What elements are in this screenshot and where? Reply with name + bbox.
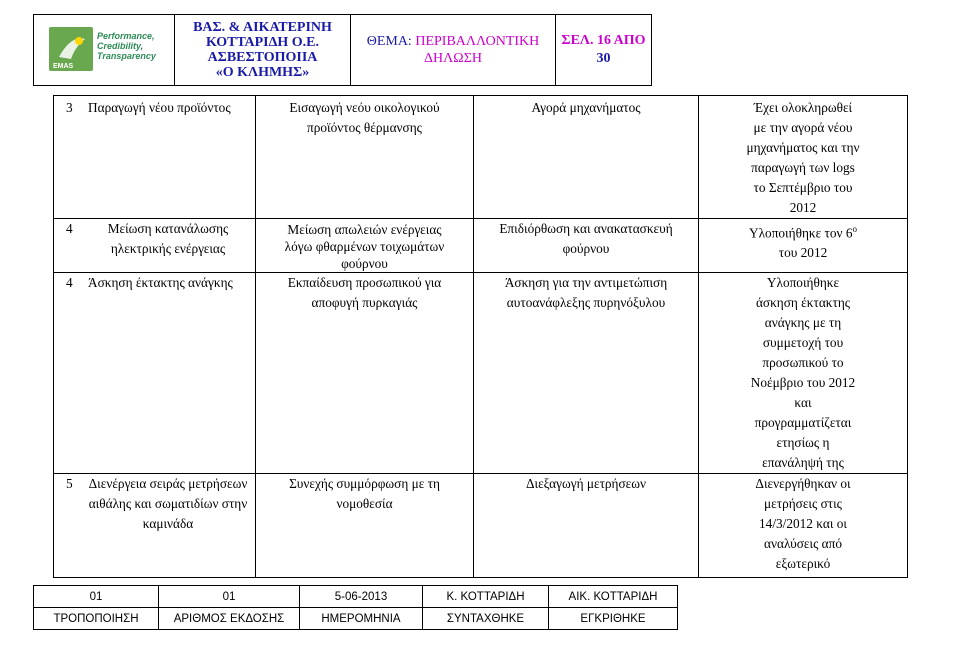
prepared-by-value: Κ. ΚΟΤΤΑΡΙΔΗ bbox=[423, 586, 549, 608]
issue-number-label: ΑΡΙΘΜΟΣ ΕΚΔΟΣΗΣ bbox=[159, 608, 300, 630]
revision-value: 01 bbox=[34, 586, 159, 608]
prepared-by-label: ΣΥΝΤΑΧΘΗΚΕ bbox=[423, 608, 549, 630]
page-number: ΣΕΛ. 16 ΑΠΟ 30 bbox=[556, 15, 652, 86]
approved-by-label: ΕΓΚΡΙΘΗΚΕ bbox=[549, 608, 678, 630]
revision-footer bbox=[33, 585, 678, 630]
emas-logo-icon bbox=[49, 27, 93, 71]
approved-by-value: ΑΙΚ. ΚΟΤΤΑΡΙΔΗ bbox=[549, 586, 678, 608]
status-cell: Έχει ολοκληρωθεί με την αγορά νέου μηχανήματος και την παραγωγή των logs το Σεπτέμβριο του 2012 bbox=[699, 96, 908, 219]
document-header bbox=[33, 14, 652, 86]
status-cell: Υλοποιήθηκε άσκηση έκτακτης ανάγκης με τη συμμετοχή του προσωπικού το Νοέμβριο του 2012 και προγραμματίζεται ετησίως η επανάληψή της bbox=[699, 273, 908, 474]
document-theme: ΘΕΜΑ: ΠΕΡΙΒΑΛΛΟΝΤΙΚΗ ΔΗΛΩΣΗ bbox=[351, 15, 556, 86]
date-value: 5-06-2013 bbox=[300, 586, 423, 608]
target-cell: Συνεχής συμμόρφωση με τη νομοθεσία bbox=[256, 474, 474, 578]
action-cell: Επιδιόρθωση και ανακατασκευή φούρνου bbox=[474, 219, 699, 273]
target-cell: Εκπαίδευση προσωπικού για αποφυγή πυρκαγιάς bbox=[256, 273, 474, 474]
status-cell: Διενεργήθηκαν οι μετρήσεις στις 14/3/2012 και οι αναλύσεις από εξωτερικό bbox=[699, 474, 908, 578]
revision-values-row bbox=[34, 586, 678, 608]
table-row bbox=[54, 219, 908, 273]
objective-cell: 4 Μείωση κατανάλωσης ηλεκτρικής ενέργειας bbox=[54, 219, 256, 273]
status-cell: Υλοποιήθηκε τον $6^o$ του 2012 bbox=[699, 219, 908, 273]
action-cell: Άσκηση για την αντιμετώπιση αυτοανάφλεξης πυρηνόξυλου bbox=[474, 273, 699, 474]
logo-cell bbox=[34, 15, 175, 86]
objective-cell: 4 Άσκηση έκτακτης ανάγκης bbox=[54, 273, 256, 474]
table-row bbox=[54, 474, 908, 578]
emas-logo-text: EMAS bbox=[53, 63, 74, 70]
emas-logo bbox=[49, 25, 159, 75]
company-name: ΒΑΣ. & ΑΙΚΑΤΕΡΙΝΗ ΚΟΤΤΑΡΙΔΗ Ο.Ε. ΑΣΒΕΣΤΟΠΟΙΙΑ «Ο ΚΛΗΜΗΣ» bbox=[175, 15, 351, 86]
environmental-targets-table bbox=[53, 95, 908, 578]
action-cell: Αγορά μηχανήματος bbox=[474, 96, 699, 219]
objective-cell: 5 Διενέργεια σειράς μετρήσεων αιθάλης και σωματιδίων στην καμινάδα bbox=[54, 474, 256, 578]
table-row bbox=[54, 273, 908, 474]
action-cell: Διεξαγωγή μετρήσεων bbox=[474, 474, 699, 578]
target-cell: Εισαγωγή νεόυ οικολογικού προϊόντος θέρμανσης bbox=[256, 96, 474, 219]
date-label: ΗΜΕΡΟΜΗΝΙΑ bbox=[300, 608, 423, 630]
target-cell: Μείωση απωλειών ενέργειας λόγω φθαρμένων τοιχωμάτων φούρνου bbox=[256, 219, 474, 273]
table-row bbox=[54, 96, 908, 219]
emas-slogan: Performance, Credibility, Transparency bbox=[97, 31, 156, 61]
issue-number-value: 01 bbox=[159, 586, 300, 608]
objective-cell: 3 Παραγωγή νέου προϊόντος bbox=[54, 96, 256, 219]
revision-label: ΤΡΟΠΟΠΟΙΗΣΗ bbox=[34, 608, 159, 630]
revision-labels-row bbox=[34, 608, 678, 630]
